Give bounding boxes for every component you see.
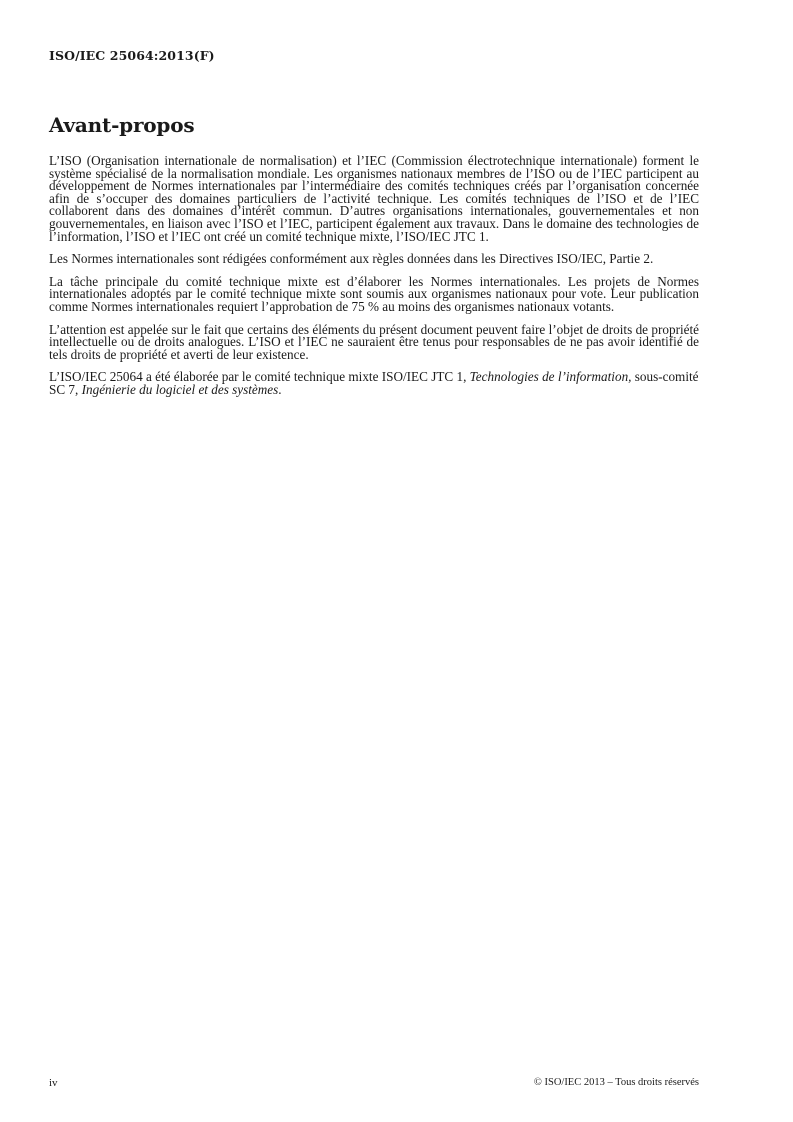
sentence-end: . xyxy=(278,381,282,397)
section-title: Avant-propos xyxy=(49,113,195,137)
paragraph-prepared-by xyxy=(49,371,699,396)
paragraph-main-task: La tâche principale du comité technique mixte est d’élaborer les Normes internationales. Les projets de Normes internationales adoptés par le comité technique mixte sont soumis aux organismes nationaux pour vote. Leur publication comme Normes internationales requiert l’approbation de 75 % au moins des organismes nationaux votants. xyxy=(49,273,699,314)
paragraph-intro: L’ISO (Organisation internationale de normalisation) et l’IEC (Commission électrotechnique internationale) forment le système spécialisé de la normalisation mondiale. Les organismes nationaux membres de l’ISO ou de l’IEC participent au développement de Normes internationales par l’intermédiaire des comités techniques créés par l’organisation concernée afin de s’occuper des domaines particuliers de l’activité technique. Les comités techniques de l’ISO et de l’IEC collaborent dans des domaines d’intérêt commun. D’autres organisations internationales, gouvernementales et non gouvernementales, en liaison avec l’ISO et l’IEC, participent également aux travaux. Dans le domaine des technologies de l’information, l’ISO et l’IEC ont créé un comité technique mixte, l’ISO/IEC JTC 1. xyxy=(49,153,699,244)
paragraph-patent-rights: L’attention est appelée sur le fait que certains des éléments du présent document peuvent faire l’objet de droits de propriété intellectuelle ou de droits analogues. L’ISO et l’IEC ne sauraient être tenus pour responsables de ne pas avoir identifié de tels droits de propriété et averti de leur existence. xyxy=(49,321,699,362)
foreword-body xyxy=(49,155,699,407)
page-number: iv xyxy=(49,1077,58,1089)
paragraph-directives: Les Normes internationales sont rédigées conformément aux règles données dans les Directives ISO/IEC, Partie 2. xyxy=(49,251,654,267)
document-id: ISO/IEC 25064:2013(F) xyxy=(49,48,215,63)
subcommittee-title: Ingénierie du logiciel et des systèmes xyxy=(81,381,279,397)
subcommittee-text: sous-comité SC 7, xyxy=(49,369,699,397)
committee-title: Technologies de l’information, xyxy=(469,369,632,385)
prepared-by-text: L’ISO/IEC 25064 a été élaborée par le comité technique mixte ISO/IEC JTC 1, xyxy=(49,369,470,385)
copyright-notice: © ISO/IEC 2013 – Tous droits réservés xyxy=(533,1077,699,1088)
